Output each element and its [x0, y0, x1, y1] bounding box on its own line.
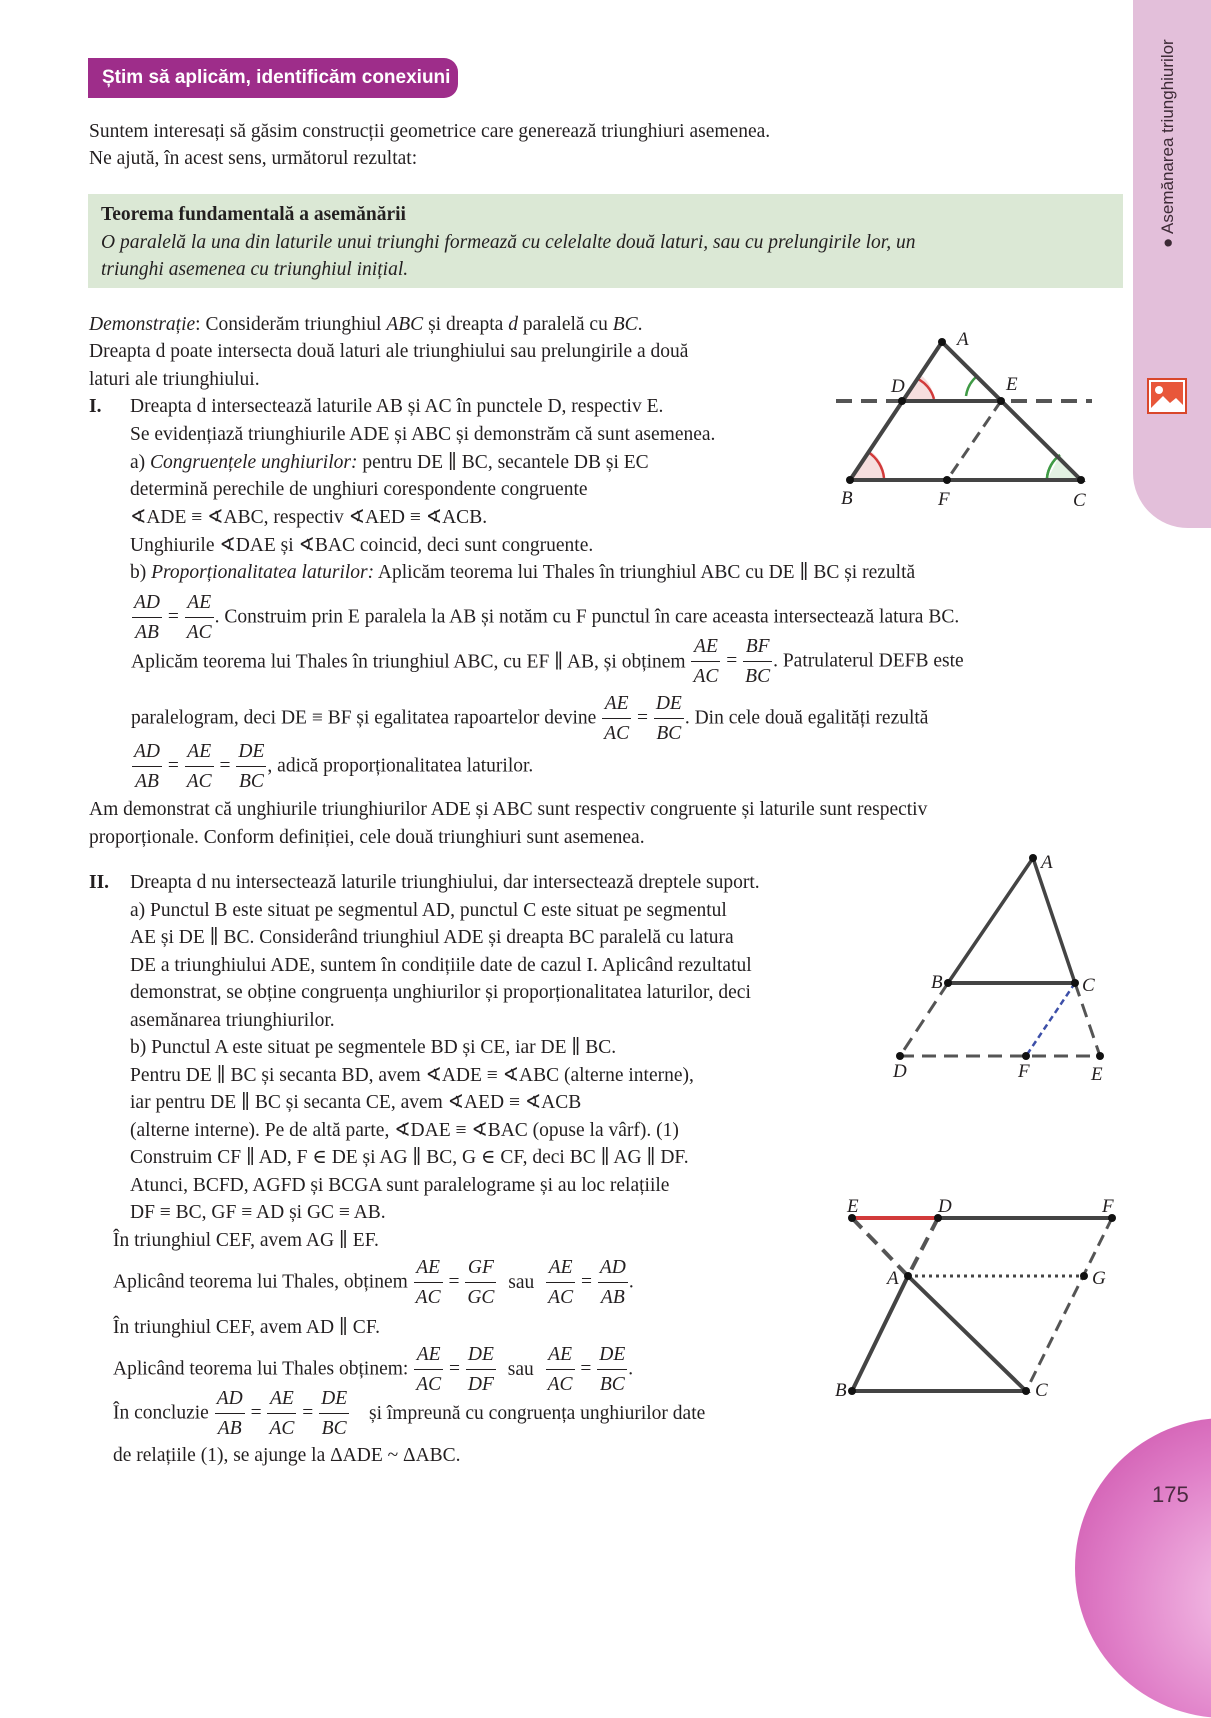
point-c: [1022, 1387, 1030, 1395]
case-ii-a-line-1: a) Punctul B este situat pe segmentul AD, punctul C este situat pe segmentul: [130, 900, 727, 921]
point-f: [1022, 1052, 1030, 1060]
image-icon[interactable]: [1147, 378, 1187, 414]
case-i-a-line-2: determină perechile de unghiuri corespondente congruente: [130, 479, 588, 500]
label-b: B: [931, 972, 943, 993]
case-ii-a-line-5: asemănarea triunghiurilor.: [130, 1010, 335, 1031]
page-number: 175: [1152, 1482, 1189, 1507]
case-ii-line-1: Dreapta d nu intersectează laturile triunghiului, dar intersectează dreptele suport.: [130, 872, 760, 893]
fraction-ae-ac: $\frac{AE}{AC}$: [602, 689, 631, 748]
fraction-de-bc: $\frac{DE}{BC}$: [654, 689, 684, 748]
label-d: D: [938, 1196, 952, 1217]
proof-line-2: Dreapta d poate intersecta două laturi ale triunghiului sau prelungirile a două: [89, 341, 689, 362]
label-c: C: [1035, 1380, 1048, 1401]
label-d: D: [891, 376, 905, 397]
case-ii-c-line-1: În triunghiul CEF, avem AG ∥ EF.: [113, 1230, 379, 1251]
case-i-line-1: Dreapta d intersectează laturile AB și AC în punctele D, respectiv E.: [130, 396, 664, 417]
label-b: B: [841, 488, 853, 509]
proof-line-1: Demonstrație: Considerăm triunghiul ABC și dreapta d paralelă cu BC.: [89, 314, 643, 335]
case-i-line-2: Se evidențiază triunghiurile ADE și ABC și demonstrăm că sunt asemenea.: [130, 424, 716, 445]
figure-case-ii-a: [885, 845, 1115, 1090]
page-corner-decoration: [1075, 1418, 1211, 1718]
point-c: [1071, 979, 1079, 987]
point-e: [1096, 1052, 1104, 1060]
fraction-de-bc: $\frac{DE}{BC}$: [319, 1384, 349, 1443]
point-f: [943, 476, 951, 484]
case-i-a-line-4: Unghiurile ∢DAE și ∢BAC coincid, deci sunt congruente.: [130, 535, 594, 556]
theorem-title: Teorema fundamentală a asemănării: [101, 204, 406, 225]
label-e: E: [1006, 374, 1018, 395]
fraction-gf-gc: $\frac{GF}{GC}$: [465, 1253, 496, 1312]
intro-line-1: Suntem interesați să găsim construcții geometrice care generează triunghiuri asemenea.: [89, 121, 771, 142]
fraction-ad-ab: $\frac{AD}{AB}$: [132, 737, 162, 796]
label-e: E: [847, 1196, 859, 1217]
label-c: C: [1073, 490, 1086, 511]
point-d: [896, 1052, 904, 1060]
case-ii-b-line-6: Atunci, BCFD, AGFD și BCGA sunt paralelograme și au loc relațiile: [130, 1175, 670, 1196]
fraction-ae-ac: $\frac{AE}{AC}$: [414, 1340, 443, 1399]
case-ii-a-line-3: DE a triunghiului ADE, suntem în condițiile date de cazul I. Aplicând rezultatul: [130, 955, 752, 976]
fraction-ad-ab: $\frac{AD}{AB}$: [132, 588, 162, 647]
label-a: A: [1041, 852, 1053, 873]
case-ii-a-line-4: demonstrat, se obține congruența unghiurilor și proporționalitatea laturilor, deci: [130, 982, 751, 1003]
fraction-ad-ab: $\frac{AD}{AB}$: [215, 1384, 245, 1443]
point-a: [1029, 854, 1037, 862]
chapter-label-text: Asemănarea triunghiurilor: [1158, 39, 1177, 234]
angle-arc-e: [966, 377, 976, 396]
segment-ea: [852, 1218, 908, 1276]
fraction-de-df: $\frac{DE}{DF}$: [466, 1340, 496, 1399]
label-a: A: [887, 1268, 899, 1289]
case-ii-c-line-2: Aplicând teorema lui Thales, obținem $\frac{AE}{AC}$ = $\frac{GF}{GC}$ sau $\frac{AE}{AC}$ = $\frac{AD}{AB}$ .: [113, 1253, 634, 1312]
intro-line-2: Ne ajută, în acest sens, următorul rezultat:: [89, 148, 418, 169]
fraction-ae-ac: $\frac{AE}{AC}$: [185, 737, 214, 796]
fraction-ae-ac: $\frac{AE}{AC}$: [414, 1253, 443, 1312]
figure-case-i: [830, 325, 1100, 515]
case-ii-b-line-5: Construim CF ∥ AD, F ∈ DE și AG ∥ BC, G ∈ CF, deci BC ∥ AG ∥ DF.: [130, 1147, 689, 1168]
conclusion-line-1: Am demonstrat că unghiurile triunghiurilor ADE și ABC sunt respectiv congruente și laturile sunt respectiv: [89, 799, 928, 820]
segment-da: [908, 1218, 938, 1276]
case-ii-number: II.: [89, 872, 110, 893]
proof-line-3: laturi ale triunghiului.: [89, 369, 260, 390]
segment-cf: [1026, 983, 1075, 1056]
point-d: [898, 397, 906, 405]
label-a: A: [957, 329, 969, 350]
theorem-line-2: triunghi asemenea cu triunghiul inițial.: [101, 259, 409, 280]
theorem-line-1: O paralelă la una din laturile unui triunghi formează cu celelalte două laturi, sau cu prelungirile lor, un: [101, 232, 916, 253]
extension-bd: [900, 983, 948, 1056]
point-b: [846, 476, 854, 484]
point-c: [1077, 476, 1085, 484]
fraction-ad-ab: $\frac{AD}{AB}$: [598, 1253, 628, 1312]
case-ii-b-line-3: iar pentru DE ∥ BC și secanta CE, avem ∢AED ≡ ∢ACB: [130, 1092, 582, 1113]
figure-case-ii-b: [830, 1190, 1130, 1410]
fraction-de-bc: $\frac{DE}{BC}$: [236, 737, 266, 796]
fraction-de-bc: $\frac{DE}{BC}$: [597, 1340, 627, 1399]
case-ii-c-line-3: În triunghiul CEF, avem AD ∥ CF.: [113, 1317, 380, 1338]
label-f: F: [1102, 1196, 1114, 1217]
fraction-ae-ac: $\frac{AE}{AC}$: [691, 632, 720, 691]
conclusion-line-2: proporționale. Conform definiției, cele două triunghiuri sunt asemenea.: [89, 827, 645, 848]
case-i-number: I.: [89, 396, 102, 417]
case-ii-c-line-5: În concluzie $\frac{AD}{AB}$ = $\frac{AE}{AC}$ = $\frac{DE}{BC}$ și împreună cu congruența unghiurilor date: [113, 1384, 705, 1443]
label-c: C: [1082, 975, 1095, 996]
label-g: G: [1092, 1268, 1106, 1289]
triangle-abc: [850, 342, 1081, 480]
section-header: Știm să aplicăm, identificăm conexiuni: [88, 58, 458, 98]
point-a: [938, 338, 946, 346]
fraction-ae-ac: $\frac{AE}{AC}$: [185, 588, 214, 647]
fraction-ae-ac: $\frac{AE}{AC}$: [267, 1384, 296, 1443]
segment-ef: [947, 401, 1001, 480]
point-b: [944, 979, 952, 987]
case-ii-b-line-1: b) Punctul A este situat pe segmentele BD și CE, iar DE ∥ BC.: [130, 1037, 617, 1058]
fraction-ae-ac: $\frac{AE}{AC}$: [546, 1340, 575, 1399]
fraction-ae-ac: $\frac{AE}{AC}$: [546, 1253, 575, 1312]
label-f: F: [938, 489, 950, 510]
segment-fc: [1026, 1218, 1112, 1391]
label-f: F: [1018, 1061, 1030, 1082]
case-i-a-line-1: a) Congruențele unghiurilor: pentru DE ∥ BC, secantele DB și EC: [130, 452, 649, 473]
case-i-b-line-4: paralelogram, deci DE ≡ BF și egalitatea rapoartelor devine $\frac{AE}{AC}$ = $\frac{DE}{BC}$ . Din cele două egalități rezultă: [131, 689, 928, 748]
case-ii-b-line-2: Pentru DE ∥ BC și secanta BD, avem ∢ADE ≡ ∢ABC (alterne interne),: [130, 1065, 694, 1086]
point-a: [904, 1272, 912, 1280]
point-e: [997, 397, 1005, 405]
sides-ab-ac: [948, 858, 1075, 983]
case-i-b-line-1: b) Proporționalitatea laturilor: Aplicăm teorema lui Thales în triunghiul ABC cu DE ∥ BC și rezultă: [130, 562, 916, 583]
label-b: B: [835, 1380, 847, 1401]
case-i-b-line-2: $\frac{AD}{AB}$ = $\frac{AE}{AC}$ . Construim prin E paralela la AB și notăm cu F punctul în care aceasta intersectează latura BC.: [131, 588, 959, 647]
label-d: D: [893, 1061, 907, 1082]
triangle-abc: [852, 1276, 1026, 1391]
case-ii-c-line-6: de relațiile (1), se ajunge la ΔADE ~ ΔABC.: [113, 1445, 461, 1466]
case-i-a-line-3: ∢ADE ≡ ∢ABC, respectiv ∢AED ≡ ∢ACB.: [130, 507, 488, 528]
point-g: [1080, 1272, 1088, 1280]
case-ii-a-line-2: AE și DE ∥ BC. Considerând triunghiul ADE și dreapta BC paralelă cu latura: [130, 927, 734, 948]
case-i-b-line-3: Aplicăm teorema lui Thales în triunghiul ABC, cu EF ∥ AB, și obținem $\frac{AE}{AC}$ = $\frac{BF}{BC}$ . Patrulaterul DEFB este: [131, 632, 964, 691]
case-i-b-line-5: $\frac{AD}{AB}$ = $\frac{AE}{AC}$ = $\frac{DE}{BC}$ , adică proporționalitatea laturilor.: [131, 737, 533, 796]
case-ii-c-line-4: Aplicând teorema lui Thales obținem: $\frac{AE}{AC}$ = $\frac{DE}{DF}$ sau $\frac{AE}{AC}$ = $\frac{DE}{BC}$ .: [113, 1340, 633, 1399]
case-ii-b-line-7: DF ≡ BC, GF ≡ AD și GC ≡ AB.: [130, 1202, 386, 1223]
point-b: [848, 1387, 856, 1395]
case-ii-b-line-4: (alterne interne). Pe de altă parte, ∢DAE ≡ ∢BAC (opuse la vârf). (1): [130, 1120, 679, 1141]
fraction-bf-bc: $\frac{BF}{BC}$: [743, 632, 772, 691]
label-e: E: [1091, 1064, 1103, 1085]
